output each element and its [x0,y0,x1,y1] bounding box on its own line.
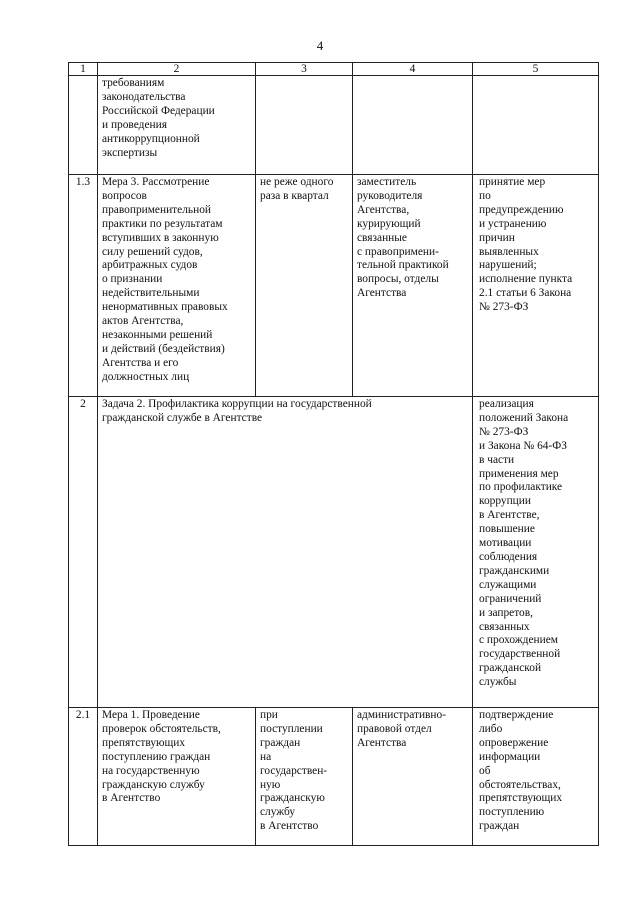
measures-table [68,62,599,846]
table-row [69,76,599,175]
measure-description: требованиям законодательства Российской Федерации и проведения антикоррупционной экспертизы [98,76,256,175]
header-cell-5: 5 [473,63,599,76]
row-number: 2.1 [69,708,98,846]
measure-result: принятие мер по предупреждению и устранению причин выявленных нарушений; исполнение пункта 2.1 статьи 6 Закона № 273-ФЗ [473,175,599,397]
measure-result: подтверждение либо опровержение информации об обстоятельствах, препятствующих поступлению граждан [473,708,599,846]
measure-description: Мера 1. Проведение проверок обстоятельств, препятствующих поступлению граждан на государственную гражданскую службу в Агентство [98,708,256,846]
table-row [69,708,599,846]
measure-period: не реже одного раза в квартал [256,175,353,397]
header-cell-1: 1 [69,63,98,76]
measure-responsible: заместитель руководителя Агентства, курирующий связанные с правопримени- тельной практикой вопросы, отделы Агентства [353,175,473,397]
row-number: 2 [69,397,98,708]
header-cell-3: 3 [256,63,353,76]
header-cell-4: 4 [353,63,473,76]
measure-responsible: административно- правовой отдел Агентства [353,708,473,846]
measure-description: Мера 3. Рассмотрение вопросов правоприменительной практики по результатам вступивших в законную силу решений судов, арбитражных судов о признании недействительными ненормативных правовых актов Агентства, незаконными решений и действий (бездействия) Агентства и его должностных лиц [98,175,256,397]
task-result: реализация положений Закона № 273-ФЗ и Закона № 64-ФЗ в части применения мер по профилактике коррупции в Агентстве, повышение мотивации соблюдения гражданскими служащими ограничений и запретов, связанных с прохождением государственной гражданской службы [473,397,599,708]
measure-responsible [353,76,473,175]
task-description: Задача 2. Профилактика коррупции на государственной гражданской службе в Агентстве [98,397,473,708]
table-row [69,175,599,397]
measure-period: при поступлении граждан на государствен- ную гражданскую службу в Агентство [256,708,353,846]
header-cell-2: 2 [98,63,256,76]
table-header-row [69,63,599,76]
measure-period [256,76,353,175]
row-number [69,76,98,175]
row-number: 1.3 [69,175,98,397]
page-number: 4 [316,38,324,53]
table-row [69,397,599,708]
measure-result [473,76,599,175]
